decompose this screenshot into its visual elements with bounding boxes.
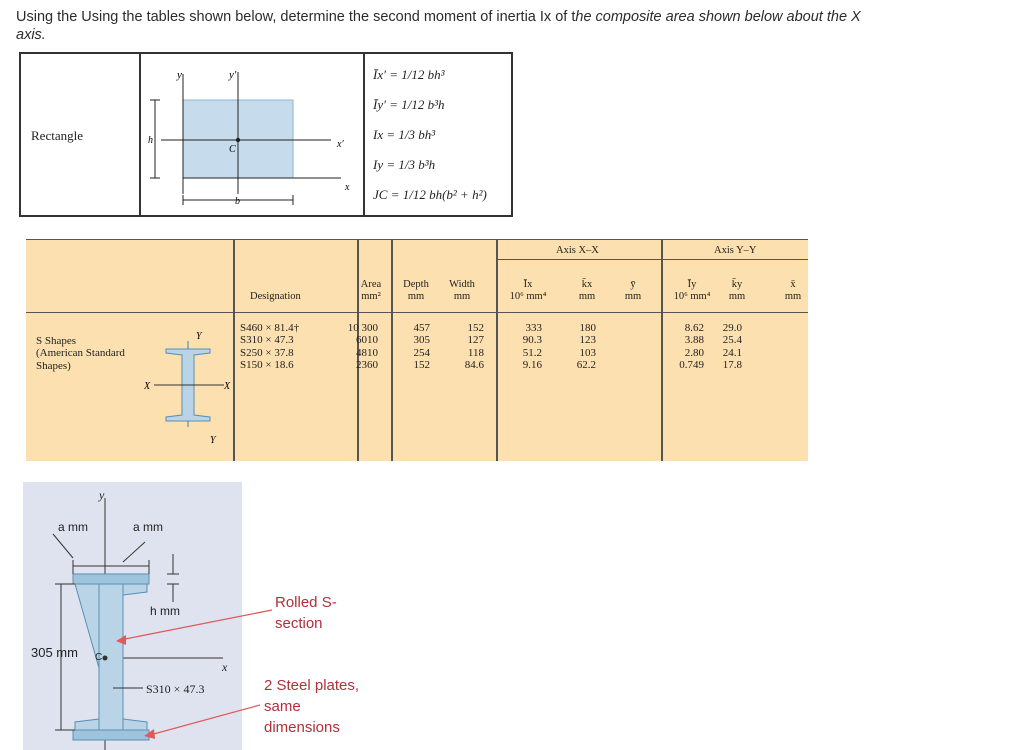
fig-a-left: a mm — [58, 520, 88, 534]
fig-y-label: y — [99, 488, 105, 502]
fig-section-label: S310 × 47.3 — [146, 682, 205, 696]
svg-text:Y: Y — [210, 435, 216, 446]
svg-text:y′: y′ — [229, 69, 237, 81]
kx-column: 180 123 103 62.2 — [576, 322, 596, 372]
shape-category: S Shapes (American Standard Shapes) — [36, 335, 125, 372]
area-column: 10 300 6010 4810 2360 — [347, 322, 378, 372]
table-row: S150 × 18.6 — [240, 359, 294, 372]
table-row: S310 × 47.3 — [240, 334, 294, 347]
formula-ix-prime: Īx′ = 1/12 bh³ — [373, 67, 445, 82]
svg-text:h: h — [148, 135, 153, 146]
formula-iy-prime: Īy′ = 1/12 b³h — [373, 97, 445, 112]
callout-steel-plates: 2 Steel plates, same dimensions — [264, 677, 360, 736]
table-divider — [363, 54, 365, 215]
header-depth: Depth — [403, 279, 429, 290]
axis-xx-heading: Axis X–X — [556, 245, 599, 256]
callout-arrows — [110, 595, 280, 745]
header-ix: Īx — [523, 279, 533, 290]
formula-jc: JC = 1/12 bh(b² + h²) — [373, 187, 487, 202]
designation-column — [240, 322, 299, 372]
rectangle-label: Rectangle — [31, 128, 83, 143]
header-designation: Designation — [250, 291, 301, 302]
iy-column: 8.62 3.88 2.80 0.749 — [679, 322, 704, 372]
svg-text:X: X — [144, 381, 151, 392]
table-row: S460 × 81.4† — [240, 322, 300, 334]
svg-text:C: C — [229, 144, 236, 155]
svg-text:x′: x′ — [337, 139, 344, 150]
header-ky: k̄y — [731, 279, 743, 290]
fig-a-right: a mm — [133, 520, 163, 534]
depth-column: 457 305 254 152 — [413, 322, 430, 372]
svg-text:x: x — [345, 182, 350, 193]
fig-depth-label: 305 mm — [31, 645, 78, 660]
header-width: Width — [449, 279, 475, 290]
fig-h-label: h mm — [150, 604, 180, 618]
s-shapes-table: Axis X–X Axis Y–Y Designation Area mm² Depth mm Width mm Īx 10⁶ mm⁴ k̄x mm ȳ mm Īy 10⁶ mm⁴ k̄y mm x̄ mm S Shapes (American Standard Shapes) Y X X Y S460 × 81.4† S310 × 47.3 S250 × 37.8 S150 × 18.6 10 300 6010 4810 2360 457 305 254 152 152 127 118 84.6 333 90.3 51.2 9.16 180 123 103 62.2 8.62 3.88 2.80 0.749 29.0 25.4 24.1 17.8 — [26, 239, 808, 461]
callout-rolled-section: Rolled S- section — [275, 594, 337, 632]
question-text: Using the Using the tables shown below, determine the second moment of inertia Ix of the composite area shown below about the X axis. — [16, 9, 861, 43]
header-iy: Īy — [687, 279, 697, 290]
top-plate — [73, 574, 149, 584]
svg-text:Y: Y — [196, 331, 202, 342]
width-column: 152 127 118 84.6 — [464, 322, 484, 372]
formula-iy: Iy = 1/3 b³h — [373, 157, 436, 172]
table-row: S250 × 37.8 — [240, 346, 294, 359]
s-section-icon — [144, 327, 234, 453]
svg-text:X: X — [224, 381, 231, 392]
svg-text:b: b — [235, 196, 240, 207]
rectangle-table — [19, 52, 513, 217]
formula-ix: Ix = 1/3 bh³ — [373, 127, 436, 142]
fig-x-label: x — [222, 660, 228, 674]
ky-column: 29.0 25.4 24.1 17.8 — [722, 322, 742, 372]
header-xbar: x̄ — [790, 279, 796, 290]
header-area: Area — [360, 279, 382, 290]
rectangle-diagram — [141, 54, 363, 215]
svg-text:y: y — [177, 69, 182, 81]
ix-column: 333 90.3 51.2 9.16 — [522, 322, 542, 372]
fig-c-label: C — [95, 652, 103, 663]
header-ybar: ȳ — [630, 279, 636, 290]
rectangle-formulas — [373, 60, 487, 210]
axis-yy-heading: Axis Y–Y — [714, 245, 757, 256]
header-kx: k̄x — [581, 279, 593, 290]
